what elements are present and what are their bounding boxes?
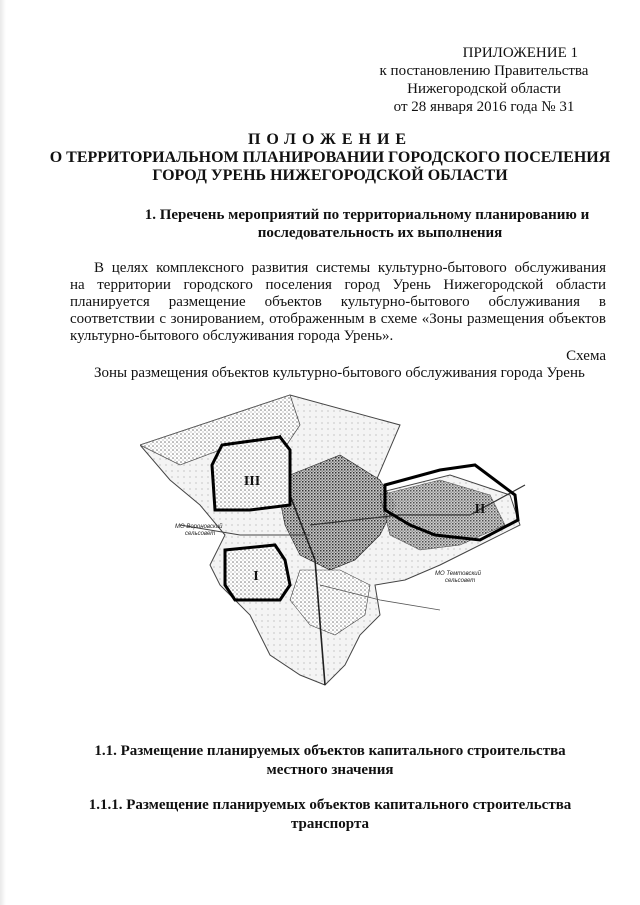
subsection-1-1-heading [40, 742, 620, 780]
paragraph-line-4: соответствии с зонированием, отображенным в схеме «Зоны размещения объектов [70, 311, 606, 327]
appendix-date: от 28 января 2016 года № 31 [393, 99, 575, 115]
scan-edge [0, 0, 6, 905]
zone-i-label: I [253, 569, 259, 584]
appendix-header [364, 44, 604, 116]
title-line-3: ГОРОД УРЕНЬ НИЖЕГОРОДСКОЙ ОБЛАСТИ [152, 167, 508, 184]
right-area-label-2: сельсовет [445, 578, 476, 584]
subsection-1-1-1-heading [40, 796, 620, 834]
zone-iii-label: III [243, 474, 261, 489]
appendix-number: ПРИЛОЖЕНИЕ 1 [462, 45, 578, 61]
schema-title: Зоны размещения объектов культурно-бытового обслуживания города Урень [94, 365, 585, 381]
subsection-1-1-line-2: местного значения [266, 762, 394, 778]
paragraph-line-5: культурно-бытового обслуживания города Урень». [70, 328, 394, 344]
appendix-region: Нижегородской области [407, 81, 561, 97]
subsection-1-1-1-line-2: транспорта [290, 816, 370, 832]
document-title [40, 131, 620, 185]
subsection-1-1-line-1: 1.1. Размещение планируемых объектов капитального строительства [94, 743, 566, 759]
schema-label: Схема [566, 348, 606, 364]
section-1-line-2: последовательность их выполнения [257, 225, 503, 241]
section-1-heading [40, 206, 620, 242]
section-1-line-1: 1. Перечень мероприятий по территориальному планированию и [144, 207, 590, 223]
intro-paragraph [70, 260, 606, 345]
left-area-label-2: сельсовет [185, 531, 216, 537]
zoning-map [140, 385, 580, 705]
title-line-1: ПОЛОЖЕНИЕ [247, 131, 413, 148]
appendix-ref: к постановлению Правительства [379, 63, 589, 79]
title-line-2: О ТЕРРИТОРИАЛЬНОМ ПЛАНИРОВАНИИ ГОРОДСКОГО ПОСЕЛЕНИЯ [49, 149, 611, 166]
subsection-1-1-1-line-1: 1.1.1. Размещение планируемых объектов капитального строительства [88, 797, 572, 813]
paragraph-line-2: на территории городского поселения город Урень Нижегородской области [70, 277, 606, 293]
right-area-label-1: МО Темтовский [435, 571, 481, 577]
paragraph-line-1: В целях комплексного развития системы культурно-бытового обслуживания [94, 260, 606, 276]
zone-ii-label: II [474, 502, 486, 517]
left-area-label-1: МО Вороновский [175, 524, 223, 530]
paragraph-line-3: планируется размещение объектов культурно-бытового обслуживания в [70, 294, 606, 310]
